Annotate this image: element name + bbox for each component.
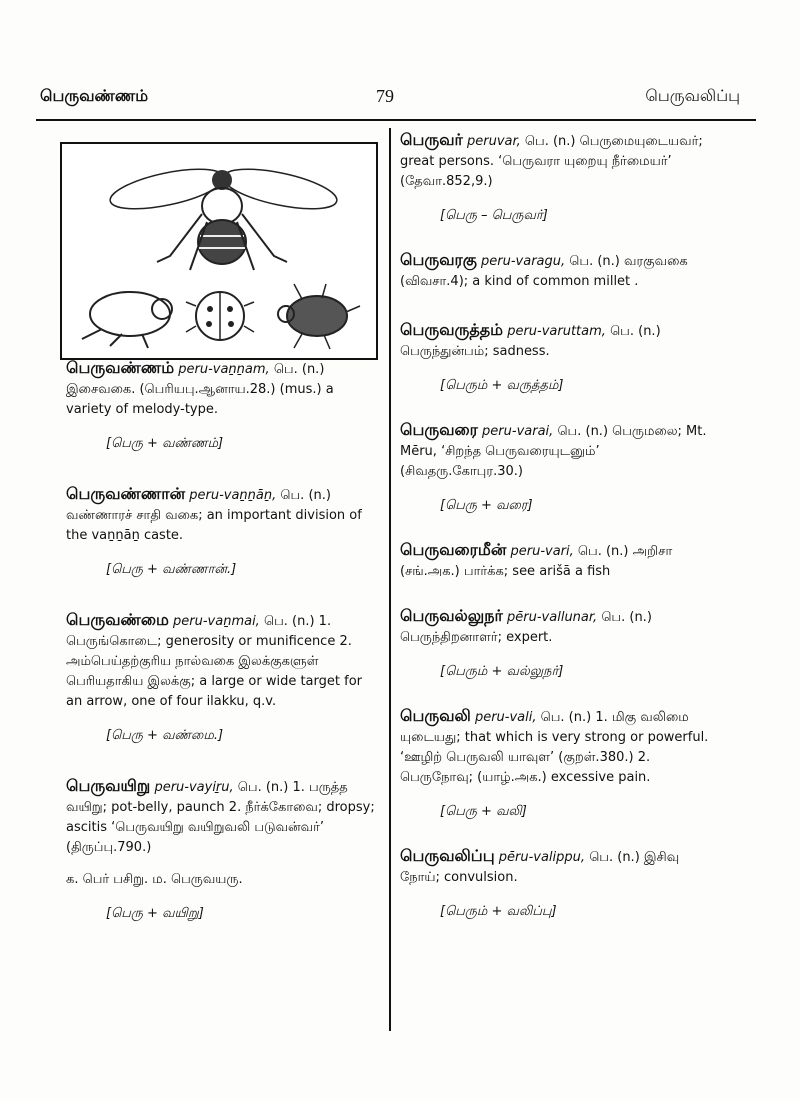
dictionary-entry bbox=[400, 606, 710, 682]
definition: பெ. (n.) 1. பெருங்கொடை; generosity or munificence 2. அம்பெய்தற்குரிய நால்வகை இலக்குகளுள் பெரியதாகிய இலக்கு; a large or wide target for an arrow, one of four ilakku, q.v. bbox=[66, 614, 362, 709]
etymology: [பெரும் + வல்லுநர்] bbox=[440, 664, 564, 679]
dictionary-entry bbox=[66, 610, 378, 746]
right-column bbox=[400, 130, 710, 922]
transliteration: peru-varagu, bbox=[481, 254, 566, 269]
dictionary-entry bbox=[400, 250, 710, 292]
definition: பெ. (n.) 1. பருத்த வயிறு; pot-belly, paunch 2. நீர்க்கோவை; dropsy; ascitis ‘பெருவயிறு வயிறுவலி படுவன்வர்’ (திருப்பு.790.) bbox=[66, 780, 375, 855]
dictionary-entry bbox=[400, 540, 710, 582]
transliteration: peru-varuttam, bbox=[507, 324, 606, 339]
headword: பெருவருத்தம் bbox=[400, 320, 504, 339]
transliteration: peru-vayiṟu, bbox=[154, 780, 234, 795]
etymology: [பெரு + வண்ணான்.] bbox=[106, 562, 237, 577]
headword: பெருவண்மை bbox=[66, 610, 169, 629]
dictionary-entry bbox=[400, 706, 710, 822]
headword: பெருவர் bbox=[400, 130, 463, 149]
left-column bbox=[66, 130, 378, 924]
cognates: க. பெர் பசிறு. ம. பெருவயரு. bbox=[66, 872, 243, 887]
definition: பெ. (n.) வரகுவகை (விவசா.4); a kind of common millet . bbox=[400, 254, 688, 289]
definition: பெ. (n.) பெருந்திறனாளர்; expert. bbox=[400, 610, 652, 645]
definition: பெ. (n.) 1. மிகு வலிமை யுடையது; that which is very strong or powerful. ‘ஊழிற் பெருவலி யாவுள’ (குறள்.380.) 2. பெருநோவு; (யாழ்.அக.) excessive pain. bbox=[400, 710, 709, 785]
etymology: [பெரும் + வருத்தம்] bbox=[440, 378, 564, 393]
definition: பெ. (n.) இசிவு நோய்; convulsion. bbox=[400, 850, 680, 885]
etymology: [பெரு + வண்மை.] bbox=[106, 728, 224, 743]
definition: பெ. (n.) பெருமையுடையவர்; great persons. ‘பெருவரா யுறையு நீர்மையர்’ (தேவா.852,9.) bbox=[400, 134, 703, 189]
transliteration: peru-vaṉṉam, bbox=[178, 362, 270, 377]
dictionary-entry bbox=[400, 846, 710, 922]
headword: பெருவல்லுநர் bbox=[400, 606, 503, 625]
page-number: 79 bbox=[376, 86, 394, 106]
transliteration: pēru-valippu, bbox=[498, 850, 586, 865]
headword: பெருவலிப்பு bbox=[400, 846, 495, 865]
definition: பெ. (n.) இசைவகை. (பெரியபு.ஆனாய.28.) (mus.) a variety of melody-type. bbox=[66, 362, 334, 417]
headword: பெருவரைமீன் bbox=[400, 540, 507, 559]
etymology: [பெரு + வரை] bbox=[440, 498, 533, 513]
etymology: [பெரு + வலி] bbox=[440, 804, 527, 819]
transliteration: peru-vaṉṉāṉ, bbox=[189, 488, 277, 503]
header-rule bbox=[36, 119, 756, 121]
headword: பெருவரகு bbox=[400, 250, 477, 269]
headword: பெருவலி bbox=[400, 706, 471, 725]
definition: பெ. (n.) அறிசா (சங்.அக.) பார்க்க; see arišā a fish bbox=[400, 544, 673, 579]
dictionary-entry bbox=[400, 320, 710, 396]
transliteration: peru-vari, bbox=[510, 544, 574, 559]
headword: பெருவரை bbox=[400, 420, 478, 439]
definition: பெ. (n.) பெருமலை; Mt. Mēru, ‘சிறந்த பெருவரையுடனும்’ (சிவதரு.கோபுர.30.) bbox=[400, 424, 707, 479]
etymology: [பெரும் + வலிப்பு] bbox=[440, 904, 557, 919]
etymology: [பெரு + வண்ணம்] bbox=[106, 436, 224, 451]
running-head-right: பெருவலிப்பு bbox=[645, 86, 740, 105]
running-head-left: பெருவண்ணம் bbox=[40, 86, 149, 105]
transliteration: peru-varai, bbox=[482, 424, 554, 439]
dictionary-entry bbox=[66, 484, 378, 580]
headword: பெருவயிறு bbox=[66, 776, 151, 795]
definition: பெ. (n.) பெருந்துன்பம்; sadness. bbox=[400, 324, 661, 359]
dictionary-entry bbox=[66, 358, 378, 454]
dictionary-entry bbox=[66, 776, 378, 924]
transliteration: pēru-vallunar, bbox=[507, 610, 598, 625]
dictionary-entry bbox=[400, 130, 710, 226]
dictionary-entry bbox=[400, 420, 710, 516]
definition: பெ. (n.) வண்ணாரச் சாதி வகை; an important division of the vaṉṉāṉ caste. bbox=[66, 488, 362, 543]
headword: பெருவண்ணம் bbox=[66, 358, 175, 377]
etymology: [பெரு – பெருவர்] bbox=[440, 208, 548, 223]
column-divider bbox=[389, 128, 391, 1031]
etymology: [பெரு + வயிறு] bbox=[106, 906, 204, 921]
headword: பெருவண்ணான் bbox=[66, 484, 186, 503]
transliteration: peru-vaṉmai, bbox=[173, 614, 260, 629]
transliteration: peru-vali, bbox=[474, 710, 537, 725]
transliteration: peruvar, bbox=[467, 134, 521, 149]
